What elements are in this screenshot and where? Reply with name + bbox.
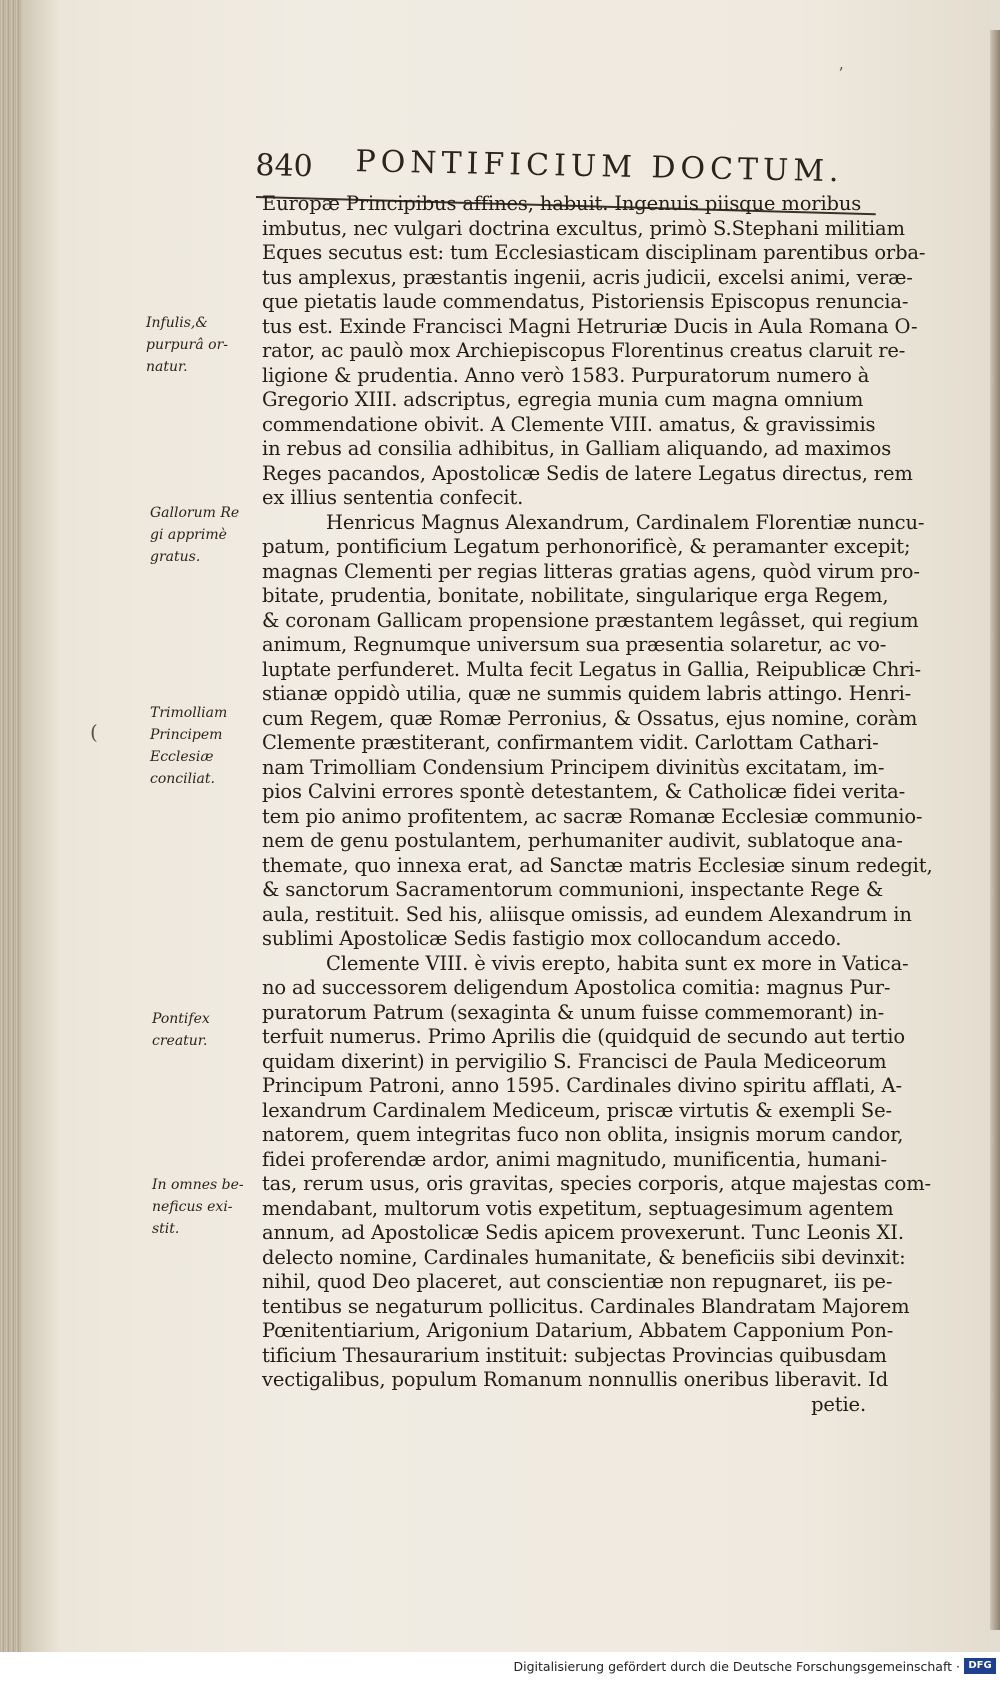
text-line: patum, pontificium Legatum perhonorificè, & peramanter excepit; [262, 535, 911, 558]
text-line: Henricus Magnus Alexandrum, Cardinalem Florentiæ nuncu- [326, 510, 925, 534]
running-title: PONTIFICIUM DOCTUM. [355, 144, 844, 190]
text-line: tas, rerum usus, oris gravitas, species corporis, atque majestas com- [262, 1172, 931, 1195]
text-line: que pietatis laude commendatus, Pistoriensis Episcopus renuncia- [262, 290, 909, 313]
text-line: Gregorio XIII. adscriptus, egregia munia cum magna omnium [262, 388, 864, 411]
paragraph [262, 951, 931, 1393]
text-line: rator, ac paulò mox Archiepiscopus Florentinus creatus claruit re- [262, 339, 906, 362]
text-line: nihil, quod Deo placeret, aut conscientiæ non repugnaret, iis pe- [262, 1270, 893, 1293]
text-line: natorem, quem integritas fuco non oblita, insignis morum candor, [262, 1123, 904, 1146]
text-line: Clemente VIII. è vivis erepto, habita sunt ex more in Vatica- [326, 951, 909, 975]
text-line: pios Calvini errores spontè detestantem, & Catholicæ fidei verita- [262, 780, 906, 803]
dfg-logo: DFG [964, 1658, 996, 1674]
text-line: Europæ Principibus affines, habuit. Ingenuis piisque moribus [262, 192, 862, 215]
text-line: magnas Clementi per regias litteras gratias agens, quòd virum pro- [262, 559, 920, 583]
text-line: tus est. Exinde Francisci Magni Hetruriæ Ducis in Aula Romana O- [262, 314, 918, 338]
text-line: luptate perfunderet. Multa fecit Legatus in Gallia, Reipublicæ Chri- [262, 657, 921, 681]
book-fore-edge [990, 30, 1000, 1630]
text-line: annum, ad Apostolicæ Sedis apicem provexerunt. Tunc Leonis XI. [262, 1221, 904, 1244]
text-line: quidam dixerint) in pervigilio S. Francisci de Paula Mediceorum [262, 1049, 887, 1073]
text-line: Pœnitentiarium, Arigonium Datarium, Abbatem Capponium Pon- [262, 1319, 894, 1342]
funding-credit: Digitalisierung gefördert durch die Deutsche Forschungsgemeinschaft · [513, 1659, 960, 1674]
text-line: no ad successorem deligendum Apostolica comitia: magnus Pur- [262, 976, 891, 999]
text-line: aula, restituit. Sed his, aliisque omissis, ad eundem Alexandrum in [262, 902, 912, 926]
text-line: Clemente præstiterant, confirmantem vidit. Carlottam Cathari- [262, 731, 879, 754]
text-line: cum Regem, quæ Romæ Perronius, & Ossatus, ejus nomine, coràm [262, 706, 918, 730]
marginal-note: Gallorum Re gi apprimè gratus. [150, 505, 240, 565]
body-text [262, 192, 933, 1417]
text-line: lexandrum Cardinalem Mediceum, priscæ virtutis & exempli Se- [262, 1098, 892, 1122]
text-line: mendabant, multorum votis expetitum, septuagesimum agentem [262, 1196, 894, 1220]
text-line: in rebus ad consilia adhibitus, in Galliam aliquando, ad maximos [262, 437, 892, 460]
text-line: vectigalibus, populum Romanum nonnullis oneribus liberavit. Id [262, 1368, 889, 1391]
text-line: tentibus se negaturum pollicitus. Cardinales Blandratam Majorem [262, 1294, 910, 1318]
text-line: animum, Regnumque universum sua præsentia solaretur, ac vo- [262, 633, 887, 656]
text-line: stianæ oppidò utilia, quæ ne summis quidem labris attingo. Henri- [262, 682, 912, 705]
text-line: & sanctorum Sacramentorum communioni, inspectante Rege & [262, 878, 884, 901]
ink-mark: ʼ [838, 64, 844, 83]
scan-footer [0, 1652, 1000, 1683]
text-line: Principum Patroni, anno 1595. Cardinales divino spiritu afflati, A- [262, 1074, 902, 1097]
text-line: imbutus, nec vulgari doctrina excultus, primò S.Stephani militiam [262, 216, 905, 240]
text-line: tem pio animo profitentem, ac sacræ Romanæ Ecclesiæ communio- [262, 804, 923, 828]
ink-mark: ( [90, 720, 98, 744]
text-line: nem de genu postulantem, perhumaniter audivit, sublatoque ana- [262, 829, 903, 852]
text-line: tus amplexus, præstantis ingenii, acris judicii, excelsi animi, veræ- [262, 265, 913, 289]
marginal-note: In omnes be- neficus exi- stit. [152, 1177, 244, 1237]
text-line: nam Trimolliam Condensium Principem divinitùs excitatam, im- [262, 755, 885, 779]
text-line: tificium Thesaurarium instituit: subjectas Provincias quibusdam [262, 1343, 887, 1367]
text-line: delecto nomine, Cardinales humanitate, & beneficiis sibi devinxit: [262, 1245, 906, 1269]
marginal-note: Pontifex creatur. [152, 1011, 210, 1049]
text-line: terfuit numerus. Primo Aprilis die (quidquid de secundo aut tertio [262, 1025, 905, 1048]
text-line: & coronam Gallicam propensione præstantem legâsset, qui regium [262, 608, 919, 632]
paragraph [262, 510, 933, 952]
text-line: commendatione obivit. A Clemente VIII. amatus, & gravissimis [262, 412, 876, 436]
text-line: bitate, prudentia, bonitate, nobilitate, singularique erga Regem, [262, 584, 889, 607]
paragraph [262, 192, 926, 511]
page-number: 840 [255, 147, 314, 185]
text-line: puratorum Patrum (sexaginta & unum fuisse commemorant) in- [262, 1000, 885, 1024]
marginal-note: Infulis,& purpurâ or- natur. [146, 315, 228, 375]
catchword: petie. [811, 1392, 866, 1416]
marginal-note: Trimolliam Principem Ecclesiæ conciliat. [150, 705, 228, 787]
text-line: fidei proferendæ ardor, animi magnitudo, munificentia, humani- [262, 1147, 887, 1171]
page-stack-edge [0, 0, 22, 1652]
text-line: Eques secutus est: tum Ecclesiasticam disciplinam parentibus orba- [262, 241, 926, 264]
text-line: themate, quo innexa erat, ad Sanctæ matris Ecclesiæ sinum redegit, [262, 853, 933, 877]
text-line: Reges pacandos, Apostolicæ Sedis de latere Legatus directus, rem [262, 461, 913, 485]
text-line: sublimi Apostolicæ Sedis fastigio mox collocandum accedo. [262, 927, 842, 950]
text-line: ligione & prudentia. Anno verò 1583. Purpuratorum numero à [262, 363, 870, 387]
text-line: ex illius sententia confecit. [262, 486, 524, 509]
